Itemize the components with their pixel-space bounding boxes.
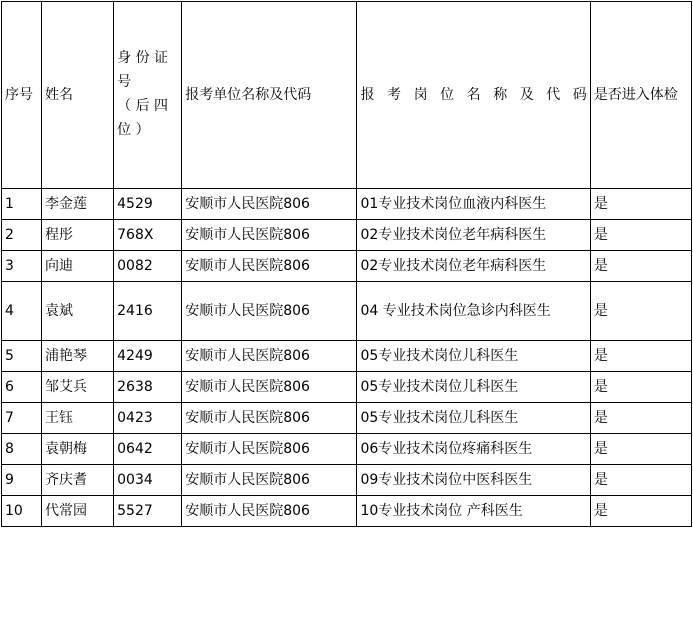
header-cell-idcard [114, 2, 182, 189]
table-row [2, 282, 692, 341]
cell-idcard: 768X [114, 220, 182, 251]
header-idcard-line-2: 号 [117, 74, 132, 91]
header-label-no: 序号 [5, 86, 33, 103]
cell-idcard: 0642 [114, 434, 182, 465]
cell-name: 王钰 [42, 403, 114, 434]
table-row [2, 403, 692, 434]
header-label-unit: 报考单位名称及代码 [185, 86, 312, 103]
header-label-idcard [117, 47, 178, 142]
table-body [2, 189, 692, 527]
cell-post: 02专业技术岗位老年病科医生 [357, 251, 590, 282]
cell-idcard: 0423 [114, 403, 182, 434]
header-cell-name [42, 2, 114, 189]
cell-unit: 安顺市人民医院806 [182, 403, 357, 434]
header-cell-post [357, 2, 590, 189]
document-page [0, 1, 693, 623]
table-row [2, 189, 692, 220]
cell-post: 10专业技术岗位 产科医生 [357, 496, 590, 527]
cell-physical: 是 [590, 434, 691, 465]
cell-name: 代常园 [42, 496, 114, 527]
cell-idcard: 0082 [114, 251, 182, 282]
cell-unit: 安顺市人民医院806 [182, 372, 357, 403]
table-row [2, 341, 692, 372]
cell-physical: 是 [590, 251, 691, 282]
cell-unit: 安顺市人民医院806 [182, 189, 357, 220]
cell-post: 05专业技术岗位儿科医生 [357, 341, 590, 372]
cell-physical: 是 [590, 372, 691, 403]
cell-no: 9 [2, 465, 42, 496]
cell-no: 8 [2, 434, 42, 465]
table-row [2, 220, 692, 251]
cell-post: 09专业技术岗位中医科医生 [357, 465, 590, 496]
cell-post: 06专业技术岗位疼痛科医生 [357, 434, 590, 465]
header-cell-unit [182, 2, 357, 189]
cell-name: 程彤 [42, 220, 114, 251]
cell-physical: 是 [590, 403, 691, 434]
table-row [2, 251, 692, 282]
header-label-physical: 是否进入体检 [593, 86, 678, 103]
cell-no: 4 [2, 282, 42, 341]
cell-idcard: 2416 [114, 282, 182, 341]
cell-no: 1 [2, 189, 42, 220]
cell-idcard: 4249 [114, 341, 182, 372]
cell-post: 01专业技术岗位血液内科医生 [357, 189, 590, 220]
table-row [2, 372, 692, 403]
table-row [2, 434, 692, 465]
cell-no: 10 [2, 496, 42, 527]
cell-physical: 是 [590, 465, 691, 496]
cell-unit: 安顺市人民医院806 [182, 496, 357, 527]
header-cell-physical [590, 2, 691, 189]
header-cell-no [2, 2, 42, 189]
cell-physical: 是 [590, 220, 691, 251]
header-idcard-line-4: 位 ） [117, 121, 150, 138]
cell-no: 6 [2, 372, 42, 403]
cell-post: 04 专业技术岗位急诊内科医生 [357, 282, 590, 341]
cell-no: 5 [2, 341, 42, 372]
cell-unit: 安顺市人民医院806 [182, 465, 357, 496]
cell-physical: 是 [590, 496, 691, 527]
table-row [2, 465, 692, 496]
header-label-post: 报考岗位名称及代码 [360, 86, 587, 103]
cell-idcard: 5527 [114, 496, 182, 527]
cell-physical: 是 [590, 341, 691, 372]
cell-post: 02专业技术岗位老年病科医生 [357, 220, 590, 251]
cell-no: 2 [2, 220, 42, 251]
cell-name: 浦艳琴 [42, 341, 114, 372]
cell-idcard: 2638 [114, 372, 182, 403]
cell-unit: 安顺市人民医院806 [182, 282, 357, 341]
cell-physical: 是 [590, 189, 691, 220]
header-idcard-line-1: 身 份 证 [117, 50, 169, 67]
cell-unit: 安顺市人民医院806 [182, 220, 357, 251]
cell-post: 05专业技术岗位儿科医生 [357, 403, 590, 434]
cell-name: 齐庆耆 [42, 465, 114, 496]
cell-unit: 安顺市人民医院806 [182, 251, 357, 282]
cell-unit: 安顺市人民医院806 [182, 434, 357, 465]
header-row [2, 2, 692, 189]
cell-name: 李金莲 [42, 189, 114, 220]
cell-name: 向迪 [42, 251, 114, 282]
cell-idcard: 0034 [114, 465, 182, 496]
cell-name: 袁朝梅 [42, 434, 114, 465]
table-header [2, 2, 692, 189]
cell-unit: 安顺市人民医院806 [182, 341, 357, 372]
cell-idcard: 4529 [114, 189, 182, 220]
cell-name: 袁斌 [42, 282, 114, 341]
cell-no: 3 [2, 251, 42, 282]
cell-physical: 是 [590, 282, 691, 341]
header-idcard-line-3: （ 后 四 [117, 98, 169, 114]
header-label-name: 姓名 [45, 86, 74, 103]
cell-name: 邹艾兵 [42, 372, 114, 403]
cell-no: 7 [2, 403, 42, 434]
applicants-table [1, 1, 692, 527]
cell-post: 05专业技术岗位儿科医生 [357, 372, 590, 403]
table-row [2, 496, 692, 527]
